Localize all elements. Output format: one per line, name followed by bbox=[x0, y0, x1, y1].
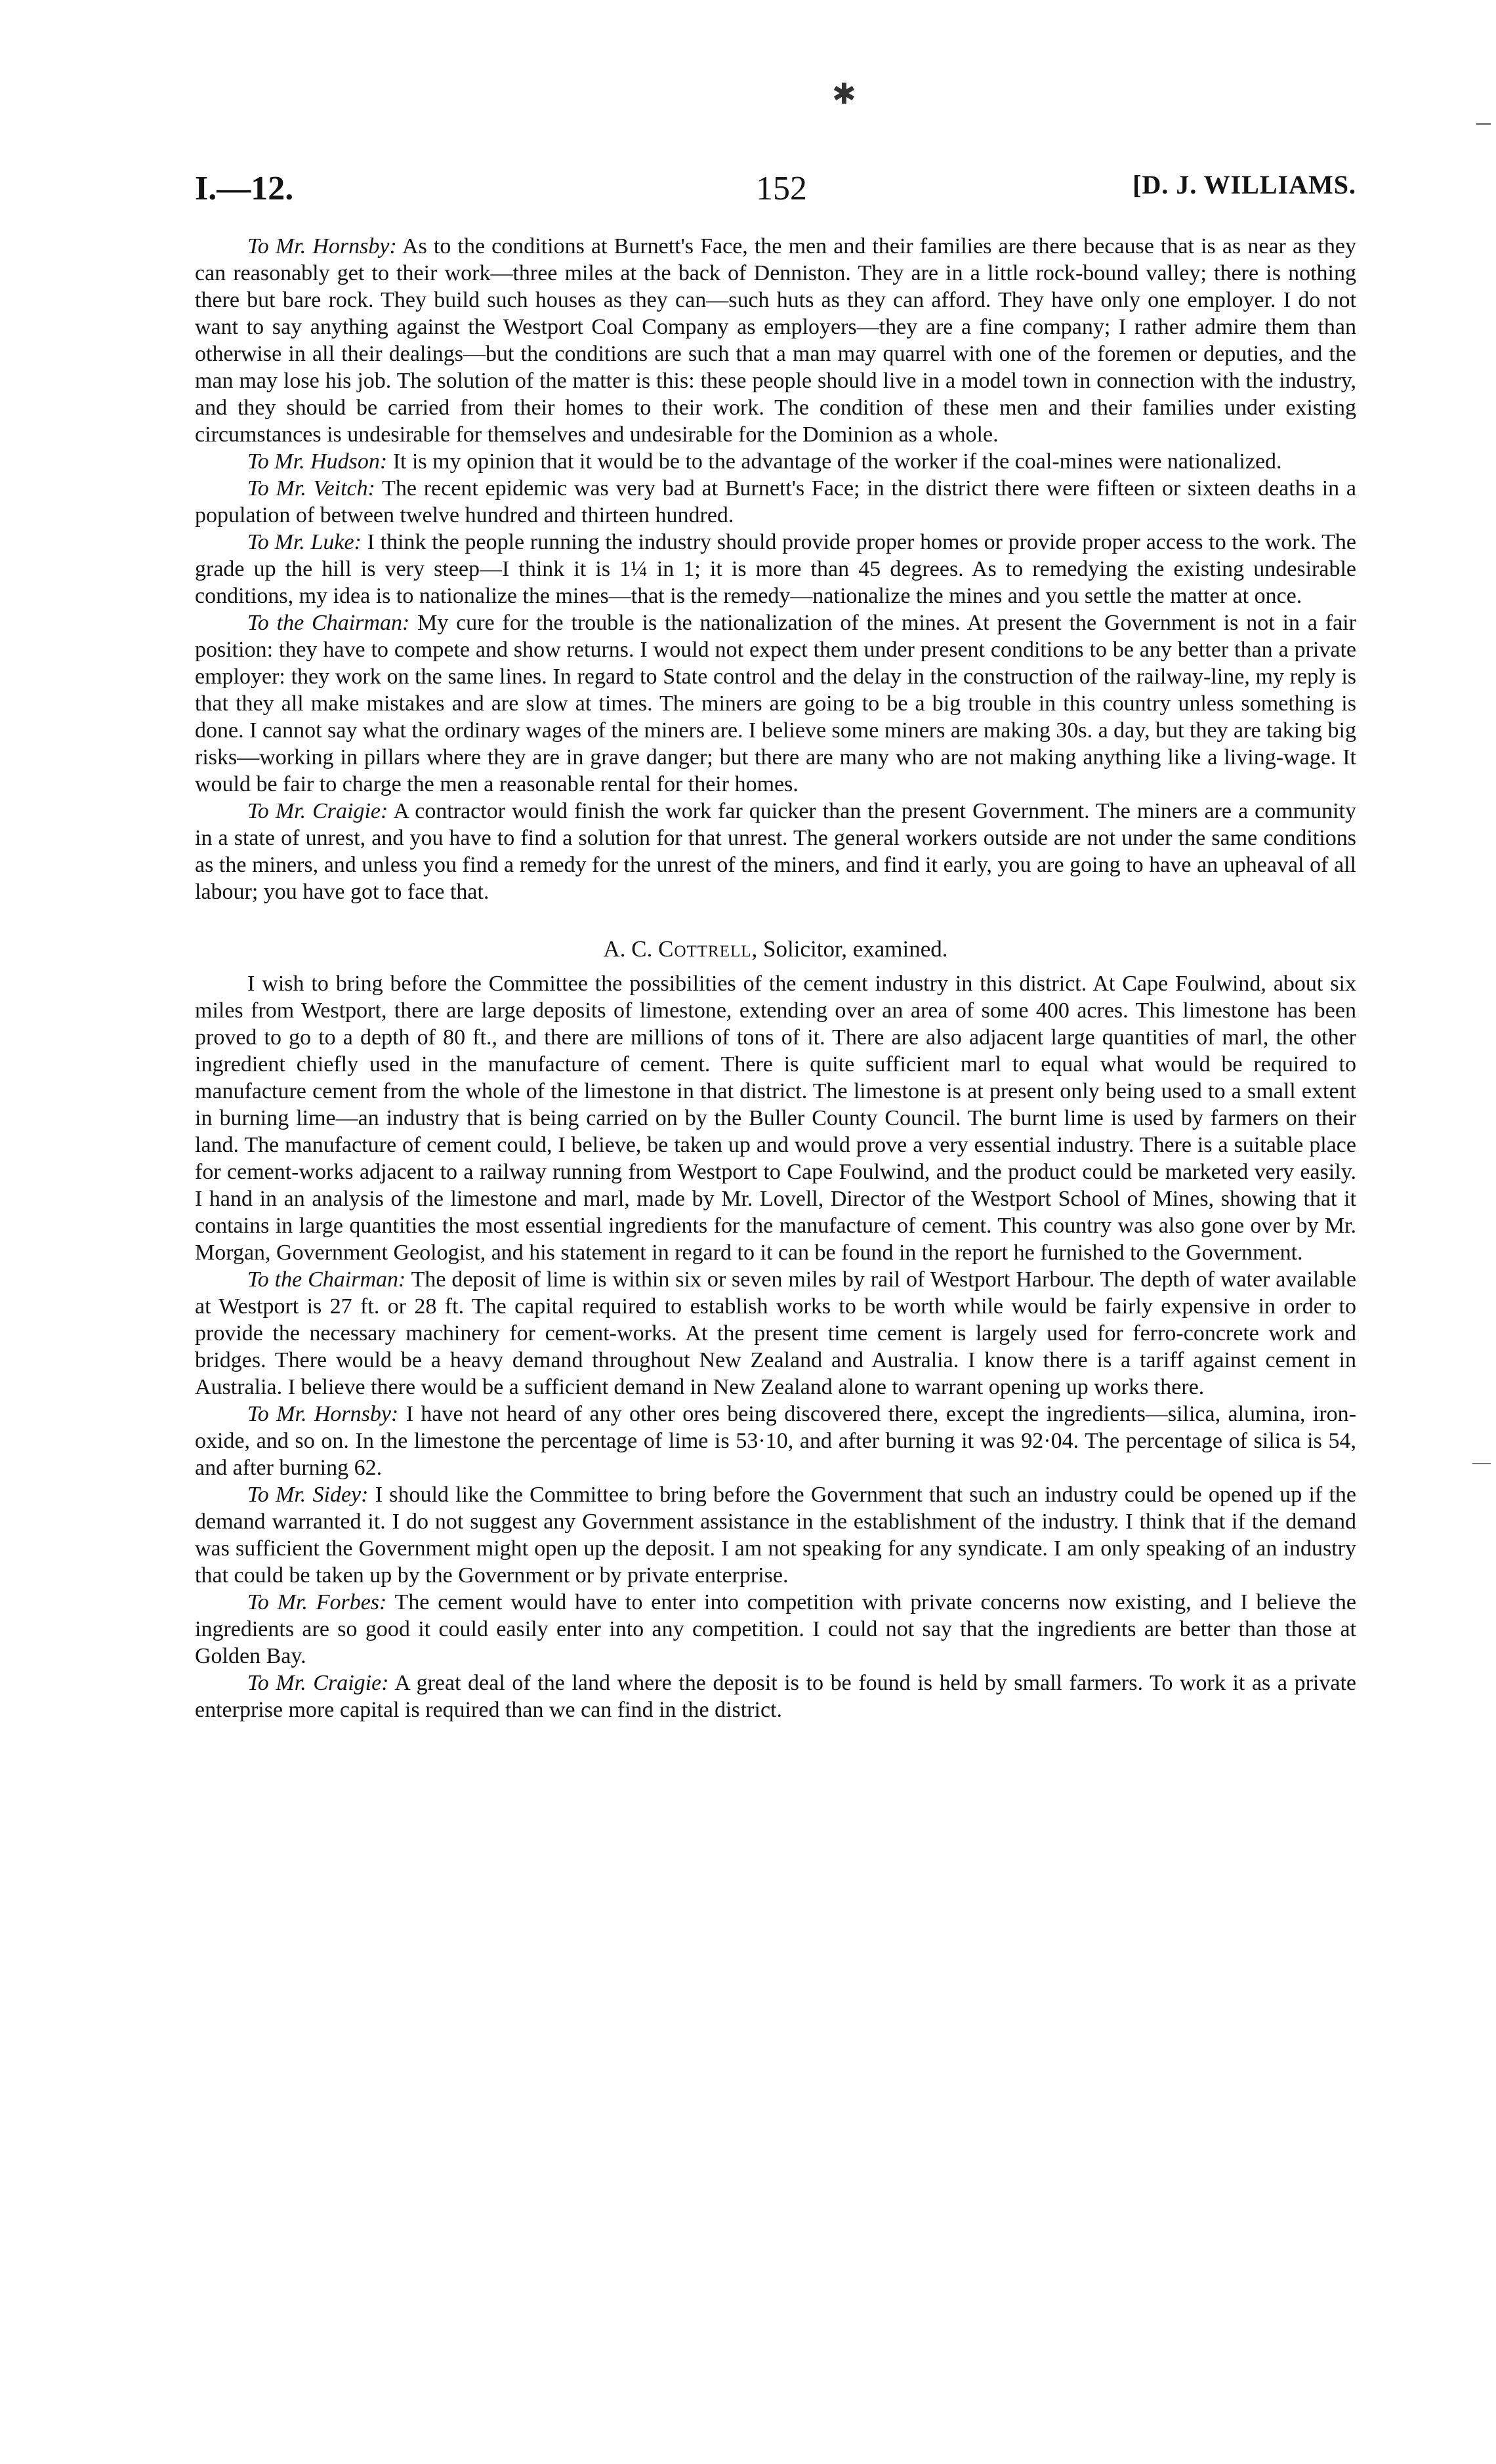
questioner: To the Chairman: bbox=[247, 1267, 406, 1292]
printer-mark: ✱ bbox=[832, 78, 856, 110]
page-header bbox=[195, 169, 1356, 215]
answer-text: The deposit of lime is within six or seven miles by rail of Westport Harbour. The depth of water available at Westport is 27 ft. or 28 ft. The capital required to establish works to be worth while would be fairly expensive in order to provide the necessary machinery for cement-works. At the present time cement is largely used for ferro-concrete work and bridges. There would be a heavy demand throughout New Zealand and Australia. I know there is a tariff against cement in Australia. I believe there would be a sufficient demand in New Zealand alone to warrant opening up works there. bbox=[195, 1267, 1356, 1399]
answer-text: My cure for the trouble is the nationalization of the mines. At present the Government is not in a fair position: they have to compete and show returns. I would not expect them under present conditions to be any better than a private employer: they work on the same lines. In regard to State control and the delay in the construction of the railway-line, my reply is that they all make mistakes and are slow at times. The miners are going to be a big trouble in this country unless something is done. I cannot say what the ordinary wages of the miners are. I believe some miners are making 30s. a day, but they are taking big risks—working in pillars where they are in grave danger; but there are many who are not making anything like a living-wage. It would be fair to charge the men a reasonable rental for their homes. bbox=[195, 611, 1356, 796]
witness-name-header: [D. J. WILLIAMS. bbox=[1132, 170, 1356, 199]
questioner: To Mr. Luke: bbox=[247, 530, 362, 554]
testimony-paragraph bbox=[195, 529, 1356, 609]
answer-text: I have not heard of any other ores being discovered there, except the ingredients—silica, alumina, iron-oxide, and so on. In the limestone the percentage of lime is 53·10, and after burning it was 92·04. The percentage of silica is 54, and after burning 62. bbox=[195, 1402, 1356, 1480]
testimony-paragraph bbox=[195, 1266, 1356, 1401]
answer-text: The cement would have to enter into competition with private concerns now existing, and I believe the ingredients are so good it could easily enter into any competition. I could not say that the ingredients are better than those at Golden Bay. bbox=[195, 1590, 1357, 1668]
answer-text: As to the conditions at Burnett's Face, the men and their families are there because that is as near as they can reasonably get to their work—three miles at the back of Denniston. They are in a little rock-bound valley; there is nothing there but bare rock. They build such houses as they can—such huts as they can afford. They have only one employer. I do not want to say anything against the Westport Coal Company as employers—they are a fine company; I rather admire them than otherwise in all their dealings—but the conditions are such that a man may quarrel with one of the foremen or deputies, and the man may lose his job. The solution of the matter is this: these people should live in a model town in connection with the industry, and they should be carried from their homes to their work. The condition of these men and their families under existing circumstances is undesirable for themselves and undesirable for the Dominion as a whole. bbox=[195, 234, 1356, 447]
questioner: To Mr. Craigie: bbox=[247, 799, 388, 823]
questioner: To Mr. Hudson: bbox=[247, 449, 388, 474]
testimony-paragraph bbox=[195, 233, 1356, 448]
witness-role: , Solicitor, examined. bbox=[751, 936, 948, 962]
testimony-paragraph bbox=[195, 448, 1356, 475]
testimony-paragraph bbox=[195, 1401, 1356, 1481]
testimony-paragraph bbox=[195, 1481, 1356, 1589]
initials: A. C. bbox=[603, 936, 659, 962]
answer-text: It is my opinion that it would be to the advantage of the worker if the coal-mines were nationalized. bbox=[387, 449, 1282, 474]
answer-text: I should like the Committee to bring before the Government that such an industry could be opened up if the demand warranted it. I do not suggest any Government assistance in the establishment of the industry. I think that if the demand was sufficient the Government might open up the deposit. I am not speaking for any syndicate. I am only speaking of an industry that could be taken up by the Government or by private enterprise. bbox=[195, 1483, 1356, 1588]
answer-text: A contractor would finish the work far quicker than the present Government. The miners are a community in a state of unrest, and you have to find a solution for that unrest. The general workers outside are not under the same conditions as the miners, and unless you find a remedy for the unrest of the miners, and find it early, you are going to have an upheaval of all labour; you have got to face that. bbox=[195, 799, 1356, 904]
answer-text: A great deal of the land where the deposit is to be found is held by small farmers. To work it as a private enterprise more capital is required than we can find in the district. bbox=[195, 1671, 1356, 1722]
testimony-paragraph bbox=[195, 609, 1356, 798]
page-number: 152 bbox=[756, 170, 807, 207]
document-body bbox=[195, 233, 1356, 1723]
answer-text: I think the people running the industry should provide proper homes or provide proper access to the work. The grade up the hill is very steep—I think it is 1¼ in 1; it is more than 45 degrees. As to remedying the existing undesirable conditions, my idea is to nationalize the mines—that is the remedy—nationalize the mines and you settle the matter at once. bbox=[195, 530, 1356, 608]
testimony-paragraph bbox=[195, 1670, 1356, 1723]
questioner: To the Chairman: bbox=[247, 611, 410, 635]
questioner: To Mr. Sidey: bbox=[247, 1483, 369, 1507]
witness-surname: Cottrell bbox=[658, 936, 752, 962]
questioner: To Mr. Veitch: bbox=[247, 476, 375, 501]
section-heading bbox=[195, 935, 1356, 962]
margin-mark bbox=[1476, 123, 1491, 125]
questioner: To Mr. Hornsby: bbox=[247, 234, 397, 258]
questioner: To Mr. Forbes: bbox=[247, 1590, 387, 1614]
testimony-paragraph bbox=[195, 1589, 1356, 1670]
questioner: To Mr. Craigie: bbox=[247, 1671, 389, 1695]
statement-paragraph: I wish to bring before the Committee the possibilities of the cement industry in this district. At Cape Foulwind, about six miles from Westport, there are large deposits of limestone, extending over an area of some 400 acres. This limestone has been proved to go to a depth of 80 ft., and there are millions of tons of it. There are also adjacent large quantities of marl, the other ingredient chiefly used in the manufacture of cement. There is quite sufficient marl to equal what would be required to manufacture cement from the whole of the limestone in that district. The limestone is at present only being used to a small extent in burning lime—an industry that is being carried on by the Buller County Council. The burnt lime is used by farmers on their land. The manufacture of cement could, I believe, be taken up and would prove a very essential industry. There is a suitable place for cement-works adjacent to a railway running from Westport to Cape Foulwind, and the product could be marketed very easily. I hand in an analysis of the limestone and marl, made by Mr. Lovell, Director of the Westport School of Mines, showing that it contains in large quantities the most essential ingredients for the manufacture of cement. This country was also gone over by Mr. Morgan, Government Geologist, and his statement in regard to it can be found in the report he furnished to the Government. bbox=[195, 972, 1356, 1265]
answer-text: The recent epidemic was very bad at Burnett's Face; in the district there were fifteen or sixteen deaths in a population of between twelve hundred and thirteen hundred. bbox=[195, 476, 1356, 527]
margin-mark bbox=[1472, 1463, 1491, 1464]
paper-reference: I.—12. bbox=[195, 170, 294, 207]
questioner: To Mr. Hornsby: bbox=[247, 1402, 399, 1426]
testimony-paragraph bbox=[195, 475, 1356, 529]
testimony-paragraph bbox=[195, 798, 1356, 905]
